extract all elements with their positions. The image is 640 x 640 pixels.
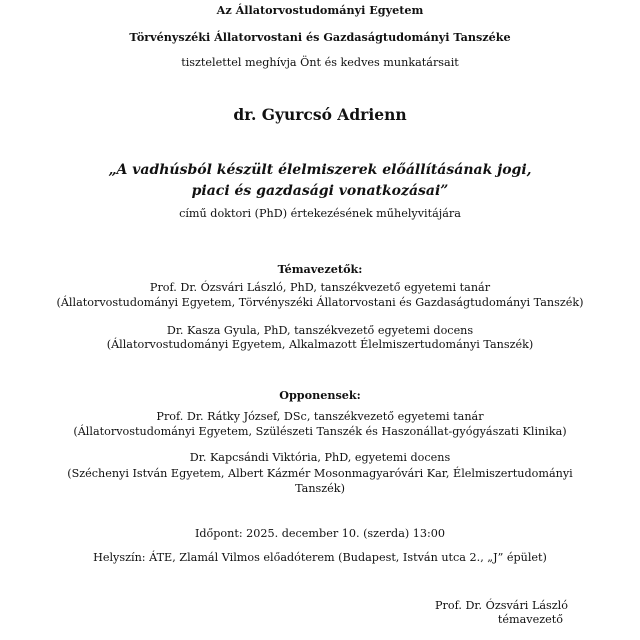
- opponent-1-affiliation: (Állatorvostudományi Egyetem, Szülészeti Tanszék és Haszonállat-gyógyászati Klinika): [73, 425, 567, 438]
- supervisor-1-name: Prof. Dr. Ózsvári László, PhD, tanszékvezető egyetemi tanár: [149, 281, 491, 294]
- opponent-2-name: Dr. Kapcsándi Viktória, PhD, egyetemi docens: [189, 451, 451, 464]
- department-name: Törvényszéki Állatorvostani és Gazdaságtudományi Tanszéke: [129, 30, 511, 44]
- supervisors-heading: Témavezetők:: [277, 262, 363, 276]
- supervisor-1-affiliation: (Állatorvostudományi Egyetem, Törvényszéki Állatorvostani és Gazdaságtudományi Tanszék): [56, 296, 584, 309]
- opponent-2-affiliation: (Széchenyi István Egyetem, Albert Kázmér Mosonmagyaróvári Kar, Élelmiszertudományi Tanszék): [67, 467, 573, 495]
- event-time: Időpont: 2025. december 10. (szerda) 13:00: [194, 527, 446, 540]
- opponents-heading: Opponensek:: [279, 388, 361, 402]
- invitation-text: tisztelettel meghívja Önt és kedves munkatársait: [181, 56, 459, 69]
- supervisor-2-name: Dr. Kasza Gyula, PhD, tanszékvezető egyetemi docens: [166, 324, 474, 337]
- thesis-title: „A vadhúsból készült élelmiszerek előállításának jogi, piaci és gazdasági vonatkozásai”: [108, 162, 532, 199]
- candidate-name: dr. Gyurcsó Adrienn: [233, 105, 407, 124]
- signature-role: témavezető: [497, 613, 563, 626]
- supervisor-2-affiliation: (Állatorvostudományi Egyetem, Alkalmazott Élelmiszertudományi Tanszék): [106, 338, 534, 351]
- opponent-1-name: Prof. Dr. Rátky József, DSc, tanszékvezető egyetemi tanár: [156, 410, 484, 423]
- signature-name: Prof. Dr. Ózsvári László: [435, 599, 568, 612]
- thesis-subtitle: című doktori (PhD) értekezésének műhelyvitájára: [179, 207, 461, 220]
- event-venue: Helyszín: ÁTE, Zlamál Vilmos előadóterem (Budapest, István utca 2., „J” épület): [93, 551, 547, 564]
- university-name: Az Állatorvostudományi Egyetem: [216, 3, 424, 17]
